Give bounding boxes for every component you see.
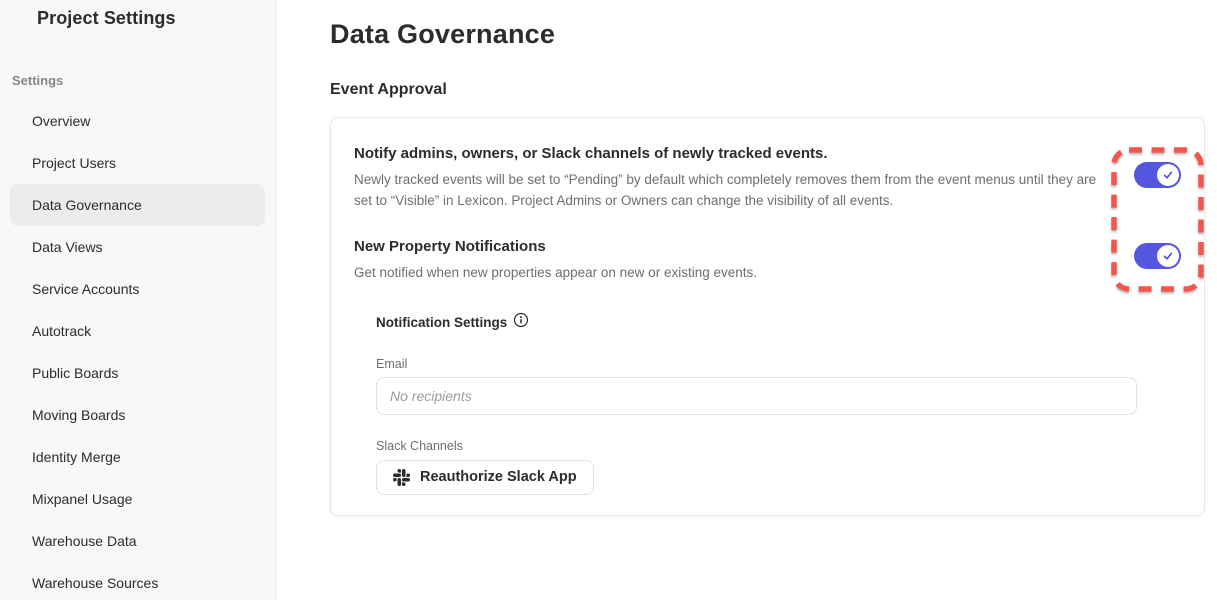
notification-settings-section [376, 312, 1181, 495]
sidebar-item-label: Project Users [32, 155, 117, 171]
notify-description: Newly tracked events will be set to “Pending” by default which completely removes them from the event menus until they are set to “Visible” in Lexicon. Project Admins or Owners can change the visibility of all events. [354, 172, 1097, 208]
sidebar-item-label: Public Boards [32, 365, 119, 381]
sidebar-item-service-accounts[interactable] [10, 268, 265, 310]
sidebar-item-identity-merge[interactable] [10, 436, 265, 478]
new-property-notifications-toggle[interactable] [1134, 243, 1181, 269]
sidebar-item-data-views[interactable] [10, 226, 265, 268]
sidebar-item-overview[interactable] [10, 100, 265, 142]
info-icon[interactable] [513, 312, 529, 333]
sidebar-item-label: Data Governance [32, 197, 142, 213]
sidebar-nav [0, 100, 275, 600]
slack-channels-label: Slack Channels [376, 438, 463, 453]
sidebar-item-warehouse-data[interactable] [10, 520, 265, 562]
sidebar-item-label: Warehouse Sources [32, 575, 159, 591]
sidebar-item-label: Identity Merge [32, 449, 121, 465]
email-label: Email [376, 356, 408, 371]
event-approval-card [330, 117, 1205, 516]
toggle-knob [1157, 245, 1179, 267]
sidebar-item-label: Mixpanel Usage [32, 491, 133, 507]
sidebar-item-public-boards[interactable] [10, 352, 265, 394]
notify-heading: Notify admins, owners, or Slack channels of newly tracked events. [354, 145, 828, 162]
slack-button-label: Reauthorize Slack App [420, 469, 577, 486]
sidebar [0, 0, 276, 600]
new-property-description: Get notified when new properties appear on new or existing events. [354, 264, 757, 280]
main-content [276, 0, 1217, 600]
sidebar-item-label: Moving Boards [32, 407, 126, 423]
sidebar-item-project-users[interactable] [10, 142, 265, 184]
email-input[interactable] [376, 377, 1137, 415]
sidebar-item-label: Service Accounts [32, 281, 140, 297]
sidebar-item-moving-boards[interactable] [10, 394, 265, 436]
new-property-heading: New Property Notifications [354, 237, 546, 255]
sidebar-section-label: Settings [12, 73, 64, 88]
notification-settings-heading: Notification Settings [376, 314, 508, 330]
page-title: Data Governance [330, 19, 556, 49]
sidebar-item-label: Autotrack [32, 323, 92, 339]
reauthorize-slack-button[interactable] [376, 460, 594, 495]
event-approval-toggle[interactable] [1134, 162, 1181, 188]
sidebar-item-mixpanel-usage[interactable] [10, 478, 265, 520]
sidebar-item-data-governance[interactable] [10, 184, 265, 226]
toggle-knob [1157, 164, 1179, 186]
check-icon [1162, 169, 1174, 181]
sidebar-title: Project Settings [37, 8, 176, 28]
sidebar-item-label: Overview [32, 113, 91, 129]
slack-icon [393, 469, 410, 486]
event-approval-section-title: Event Approval [330, 81, 447, 98]
check-icon [1162, 250, 1174, 262]
sidebar-item-label: Data Views [32, 239, 103, 255]
sidebar-item-label: Warehouse Data [32, 533, 137, 549]
sidebar-item-autotrack[interactable] [10, 310, 265, 352]
sidebar-item-warehouse-sources[interactable] [10, 562, 265, 600]
